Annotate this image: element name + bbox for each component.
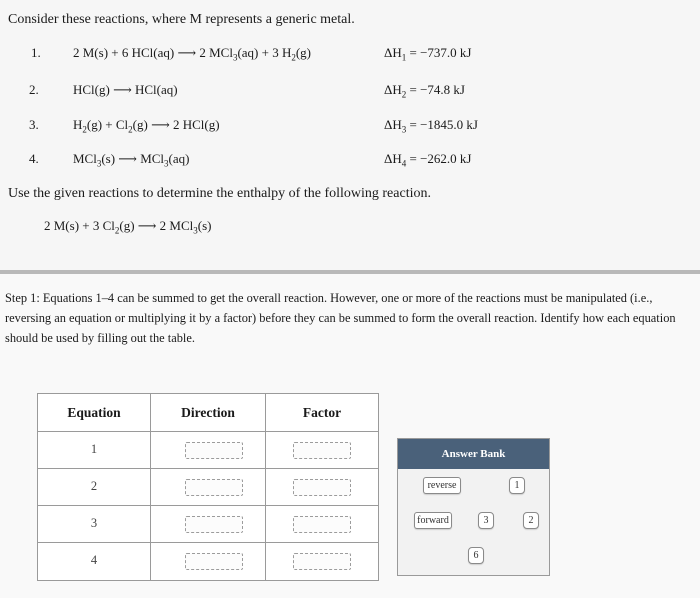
reaction-enthalpy-2: $\Delta H_2 = -74.8$ kJ xyxy=(384,82,465,100)
header-direction: Direction xyxy=(181,405,235,420)
formula-subscript: 3 xyxy=(193,225,198,236)
table-row-4 xyxy=(38,542,378,580)
table-row-3 xyxy=(38,505,378,543)
formula-subscript: 3 xyxy=(232,52,238,63)
question-text: Use the given reactions to determine the enthalpy of the following reaction. xyxy=(8,186,431,201)
answer-bank xyxy=(397,438,550,576)
direction-drop-slot-2[interactable] xyxy=(185,479,243,496)
formula-subscript: 2 xyxy=(82,124,87,135)
formula-segment: MCl xyxy=(73,151,97,166)
manipulation-table xyxy=(37,393,379,581)
reaction-enthalpy-1: $\Delta H_1 = -737.0$ kJ xyxy=(384,45,472,63)
header-factor: Factor xyxy=(302,405,342,420)
answer-chip-6[interactable]: 6 xyxy=(468,547,484,564)
answer-chip-reverse[interactable]: reverse xyxy=(423,477,461,494)
row-equation-number: 1 xyxy=(90,442,98,456)
problem-intro: Consider these reactions, where M represents a generic metal. xyxy=(8,12,355,27)
answer-chip-forward[interactable]: forward xyxy=(414,512,452,529)
direction-drop-slot-3[interactable] xyxy=(185,516,243,533)
answer-chip-1[interactable]: 1 xyxy=(509,477,525,494)
factor-drop-slot-2[interactable] xyxy=(293,479,351,496)
reaction-number-1: 1. xyxy=(31,45,41,60)
reaction-number-3: 3. xyxy=(29,117,39,132)
step-instructions: Step 1: Equations 1–4 can be summed to get the overall reaction. However, one or more of the reactions must be manipulated (i.e., reversing an equation or multiplying it by a factor) before they can be summed to form the overall reaction. Identify how each equation should be used by filling out the table. xyxy=(5,291,676,345)
reaction-equation-2 xyxy=(73,82,178,98)
reaction-equation-4 xyxy=(73,151,189,169)
formula-subscript: 2 xyxy=(128,124,133,135)
answer-chip-2[interactable]: 2 xyxy=(523,512,539,529)
formula-segment: (g) xyxy=(295,45,312,60)
answer-bank-title: Answer Bank xyxy=(398,439,549,469)
factor-drop-slot-4[interactable] xyxy=(293,553,351,570)
formula-segment: (s) ⟶ MCl xyxy=(101,151,165,166)
formula-segment: (g) ⟶ 2 MCl xyxy=(119,218,194,233)
direction-drop-slot-1[interactable] xyxy=(185,442,243,459)
reaction-number-2: 2. xyxy=(29,82,39,97)
reaction-number-4: 4. xyxy=(29,151,39,166)
answer-chip-3[interactable]: 3 xyxy=(478,512,494,529)
reaction-equation-1 xyxy=(73,45,311,63)
table-row-2 xyxy=(38,468,378,506)
formula-segment: HCl(g) ⟶ HCl(aq) xyxy=(73,82,178,97)
formula-segment: (aq) + 3 H xyxy=(237,45,292,60)
factor-drop-slot-1[interactable] xyxy=(293,442,351,459)
formula-subscript: 3 xyxy=(96,158,102,169)
formula-segment: (aq) xyxy=(168,151,190,166)
formula-segment: 2 M(s) + 3 Cl xyxy=(44,218,115,233)
overall-reaction xyxy=(44,218,212,236)
formula-subscript: 2 xyxy=(114,225,120,236)
reaction-equation-3 xyxy=(73,117,220,135)
row-equation-number: 3 xyxy=(90,516,98,530)
formula-subscript: 3 xyxy=(164,158,169,169)
formula-segment: (s) xyxy=(197,218,212,233)
formula-segment: H xyxy=(73,117,83,132)
direction-drop-slot-4[interactable] xyxy=(185,553,243,570)
reaction-enthalpy-4: $\Delta H_4 = -262.0$ kJ xyxy=(384,151,472,169)
formula-segment: (g) + Cl xyxy=(86,117,129,132)
row-equation-number: 2 xyxy=(90,479,98,493)
table-row-1 xyxy=(38,431,378,469)
row-equation-number: 4 xyxy=(90,553,98,567)
reaction-enthalpy-3: $\Delta H_3 = -1845.0$ kJ xyxy=(384,117,478,135)
formula-subscript: 2 xyxy=(291,52,296,63)
header-equation: Equation xyxy=(67,405,121,420)
factor-drop-slot-3[interactable] xyxy=(293,516,351,533)
formula-segment: (g) ⟶ 2 HCl(g) xyxy=(132,117,220,132)
formula-segment: 2 M(s) + 6 HCl(aq) ⟶ 2 MCl xyxy=(73,45,233,60)
